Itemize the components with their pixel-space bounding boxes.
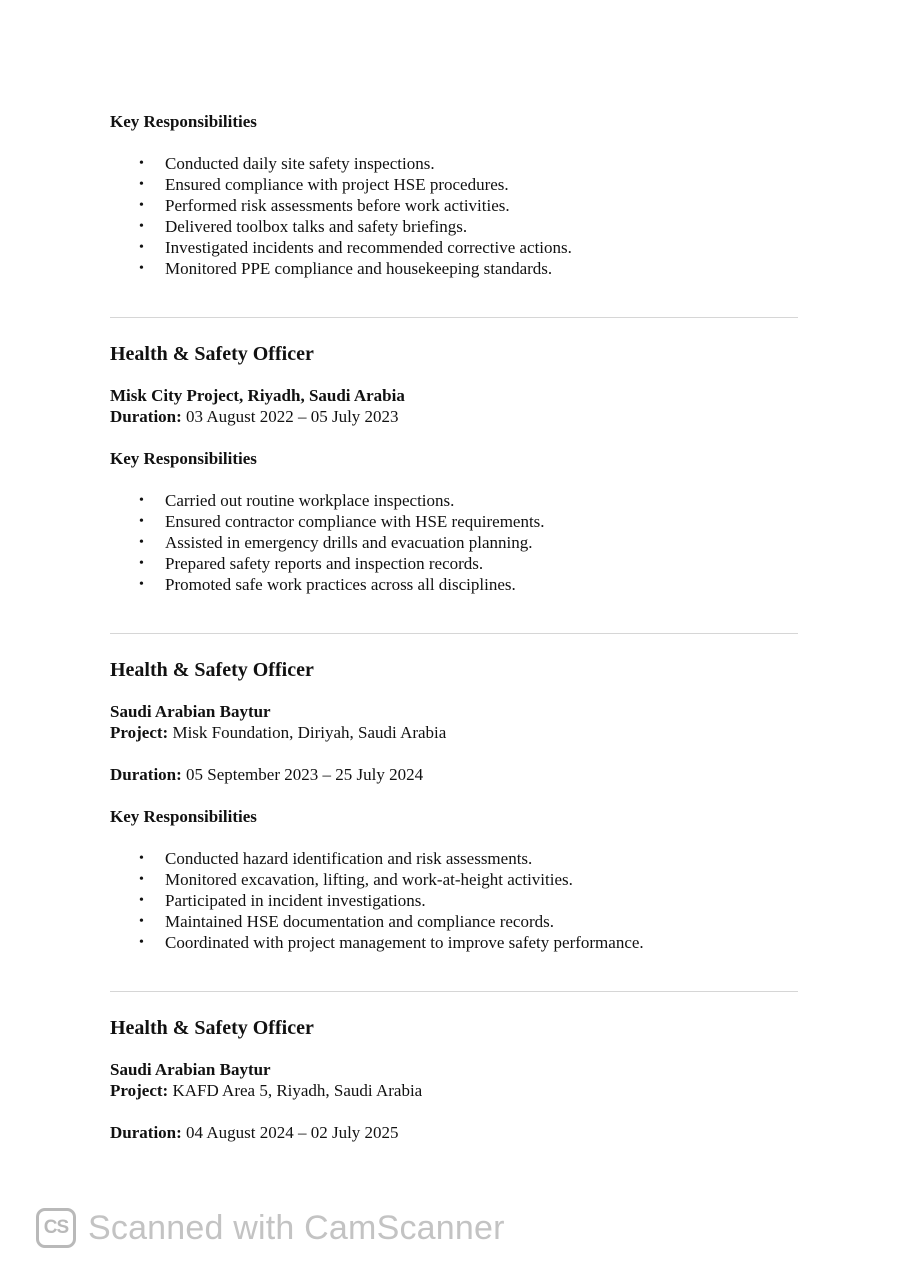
job-section-kafd <box>110 1016 800 1143</box>
bullet-icon: • <box>139 577 144 592</box>
list-item: • Monitored excavation, lifting, and work-at-height activities. <box>139 870 573 889</box>
project-label: Project: <box>110 1081 169 1100</box>
duration-line <box>110 406 800 427</box>
list-item: • Carried out routine workplace inspections. <box>139 491 455 510</box>
list-item: • Conducted daily site safety inspections. <box>139 154 435 173</box>
responsibilities-list <box>110 153 800 279</box>
job-section-misk-city <box>110 342 800 595</box>
bullet-icon: • <box>139 493 144 508</box>
bullet-icon: • <box>139 893 144 908</box>
project-value: KAFD Area 5, Riyadh, Saudi Arabia <box>172 1081 423 1100</box>
list-item: • Investigated incidents and recommended corrective actions. <box>139 238 572 257</box>
employer-name: Misk City Project, Riyadh, Saudi Arabia <box>110 386 405 405</box>
responsibilities-list <box>110 848 800 953</box>
bullet-icon: • <box>139 219 144 234</box>
duration-label: Duration: <box>110 407 182 426</box>
bullet-icon: • <box>139 198 144 213</box>
list-item: • Coordinated with project management to improve safety performance. <box>139 933 644 952</box>
bullet-icon: • <box>139 851 144 866</box>
key-responsibilities-heading: Key Responsibilities <box>110 112 257 131</box>
bullet-icon: • <box>139 914 144 929</box>
list-item: • Assisted in emergency drills and evacuation planning. <box>139 533 533 552</box>
camscanner-logo-icon: CS <box>36 1208 76 1248</box>
document-content <box>110 111 800 1143</box>
duration-line <box>110 1122 800 1143</box>
bullet-icon: • <box>139 240 144 255</box>
bullet-icon: • <box>139 177 144 192</box>
job-section-misk-foundation <box>110 658 800 953</box>
project-label: Project: <box>110 723 169 742</box>
job-section-continued <box>110 111 800 279</box>
employer-name: Saudi Arabian Baytur <box>110 702 271 721</box>
list-item: • Monitored PPE compliance and housekeeping standards. <box>139 259 553 278</box>
employer-name: Saudi Arabian Baytur <box>110 1060 271 1079</box>
project-line <box>110 1080 800 1101</box>
watermark-text: Scanned with CamScanner <box>88 1208 505 1247</box>
camscanner-watermark <box>36 1206 505 1250</box>
duration-label: Duration: <box>110 1123 182 1142</box>
project-value: Misk Foundation, Diriyah, Saudi Arabia <box>172 723 447 742</box>
duration-label: Duration: <box>110 765 182 784</box>
job-title: Health & Safety Officer <box>110 343 314 365</box>
job-title: Health & Safety Officer <box>110 1017 314 1039</box>
bullet-icon: • <box>139 261 144 276</box>
key-responsibilities-heading: Key Responsibilities <box>110 449 257 468</box>
duration-value: 05 September 2023 – 25 July 2024 <box>186 765 424 784</box>
list-item: • Conducted hazard identification and risk assessments. <box>139 849 533 868</box>
responsibilities-list <box>110 490 800 595</box>
list-item: • Ensured compliance with project HSE procedures. <box>139 175 509 194</box>
list-item: • Ensured contractor compliance with HSE requirements. <box>139 512 545 531</box>
list-item: • Maintained HSE documentation and compliance records. <box>139 912 554 931</box>
job-title: Health & Safety Officer <box>110 659 314 681</box>
duration-value: 04 August 2024 – 02 July 2025 <box>186 1123 399 1142</box>
list-item: • Performed risk assessments before work activities. <box>139 196 510 215</box>
bullet-icon: • <box>139 556 144 571</box>
list-item: • Promoted safe work practices across all disciplines. <box>139 575 516 594</box>
bullet-icon: • <box>139 514 144 529</box>
key-responsibilities-heading: Key Responsibilities <box>110 807 257 826</box>
bullet-icon: • <box>139 535 144 550</box>
list-item: • Prepared safety reports and inspection records. <box>139 554 484 573</box>
list-item: • Delivered toolbox talks and safety briefings. <box>139 217 468 236</box>
bullet-icon: • <box>139 935 144 950</box>
bullet-icon: • <box>139 872 144 887</box>
bullet-icon: • <box>139 156 144 171</box>
list-item: • Participated in incident investigations. <box>139 891 426 910</box>
project-line <box>110 722 800 743</box>
duration-value: 03 August 2022 – 05 July 2023 <box>186 407 399 426</box>
duration-line <box>110 764 800 785</box>
